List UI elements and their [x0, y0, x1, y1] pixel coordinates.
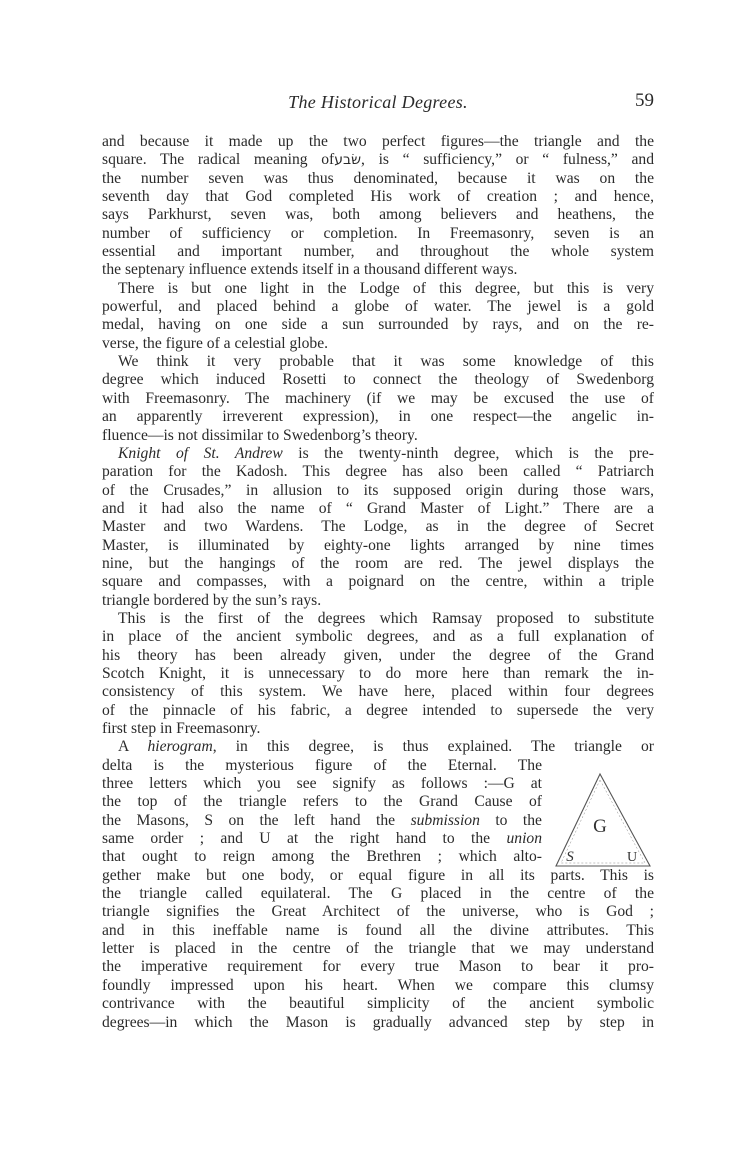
text-line: fluence—is not dissimilar to Swedenborg’s theory. [102, 426, 418, 444]
text-line: nine, but the hangings of the room are red. The jewel displays the [102, 554, 654, 572]
text-line: that ought to reign among the Brethren ; which alto- [102, 848, 542, 866]
running-title: The Historical Degrees. [288, 92, 468, 112]
text-line: letter is placed in the centre of the triangle that we may understand [102, 940, 654, 958]
text-line: with Freemasonry. The machinery (if we may be excused the use of [102, 389, 654, 407]
hierogram-term: hierogram [147, 738, 213, 756]
text-line: the top of the triangle refers to the Grand Cause of [102, 793, 542, 811]
text-line: triangle bordered by the sun’s rays. [102, 591, 322, 609]
text-line: paration for the Kadosh. This degree has also been called “ Patriarch [102, 463, 654, 481]
text-line: the number seven was thus denominated, because it was on the [102, 169, 654, 187]
text-line: degree which induced Rosetti to connect the theology of Swedenborg [102, 371, 654, 389]
text-line: consistency of this system. We have here, placed within four degrees [102, 683, 654, 701]
text-line: A hierogram, in this degree, is thus explained. The triangle or [118, 738, 654, 756]
text-line: square. The radical meaning ofשׂבע, is “ sufficiency,” or “ fulness,” and [102, 151, 654, 169]
page-number: 59 [635, 90, 654, 111]
degree-name: Knight of St. Andrew [118, 444, 283, 462]
text-line: the imperative requirement for every true Mason to bear it pro- [102, 958, 654, 976]
hebrew-word: שׂבע [334, 152, 362, 169]
text-line: and it had also the name of “ Grand Master of Light.” There are a [102, 499, 654, 517]
text-line: the triangle called equilateral. The G placed in the centre of the [102, 885, 654, 903]
body-text [102, 133, 654, 1032]
text-line: and because it made up the two perfect figures—the triangle and the [102, 133, 654, 150]
hierogram-triangle-figure [548, 768, 656, 874]
text-line: three letters which you see signify as follows :—G at [102, 775, 542, 793]
text-line: essential and important number, and throughout the whole system [102, 243, 654, 261]
text-line: an apparently irreverent expression), in one respect—the angelic in- [102, 408, 654, 426]
text-line: delta is the mysterious figure of the Eternal. The [102, 756, 542, 774]
text-line: square and compasses, with a poignard on the centre, within a triple [102, 573, 654, 591]
text-line: Knight of St. Andrew is the twenty-ninth degree, which is the pre- [118, 444, 654, 462]
triangle-letter-u: U [626, 850, 638, 865]
text-line: We think it very probable that it was some knowledge of this [118, 353, 654, 371]
triangle-letter-g: G [593, 816, 607, 837]
text-line: his theory has been already given, under the degree of the Grand [102, 646, 654, 664]
page-header [102, 92, 654, 116]
text-line: the septenary influence extends itself in a thousand different ways. [102, 261, 518, 279]
text-line: Scotch Knight, it is unnecessary to do more here than remark the in- [102, 664, 654, 682]
text-line: foundly impressed upon his heart. When we compare this clumsy [102, 976, 654, 994]
text-line: in place of the ancient symbolic degrees, and as a full explanation of [102, 628, 654, 646]
text-line: degrees—in which the Mason is gradually advanced step by step in [102, 1013, 654, 1031]
text-line: the Masons, S on the left hand the submission to the [102, 811, 542, 829]
text-line: number of sufficiency or completion. In Freemasonry, seven is an [102, 224, 654, 242]
text-line: seventh day that God completed His work of creation ; and hence, [102, 188, 654, 206]
text-line: Master and two Wardens. The Lodge, as in the degree of Secret [102, 518, 654, 536]
text-line: same order ; and U at the right hand to the union [102, 830, 542, 848]
text-line: There is but one light in the Lodge of this degree, but this is very [118, 279, 654, 297]
text-line: says Parkhurst, seven was, both among believers and heathens, the [102, 206, 654, 224]
triangle-letter-s: S [566, 849, 574, 865]
text-line: of the Crusades,” in allusion to its supposed origin during those wars, [102, 481, 654, 499]
text-line: verse, the figure of a celestial globe. [102, 334, 329, 352]
text-line: powerful, and placed behind a globe of water. The jewel is a gold [102, 298, 654, 316]
text-line: of the pinnacle of his fabric, a degree intended to supersede the very [102, 701, 654, 719]
text-line: This is the first of the degrees which Ramsay proposed to substitute [118, 609, 654, 627]
text-line: gether make but one body, or equal figure in all its parts. This is [102, 866, 654, 884]
text-line: Master, is illuminated by eighty-one lights arranged by nine times [102, 536, 654, 554]
text-line: medal, having on one side a sun surrounded by rays, and on the re- [102, 316, 654, 334]
text-line: first step in Freemasonry. [102, 720, 261, 737]
text-line: and in this ineffable name is found all the divine attributes. This [102, 921, 654, 939]
text-line: contrivance with the beautiful simplicity of the ancient symbolic [102, 995, 654, 1013]
triangle-diagram [548, 768, 656, 874]
text-line: triangle signifies the Great Architect of the universe, who is God ; [102, 903, 654, 921]
